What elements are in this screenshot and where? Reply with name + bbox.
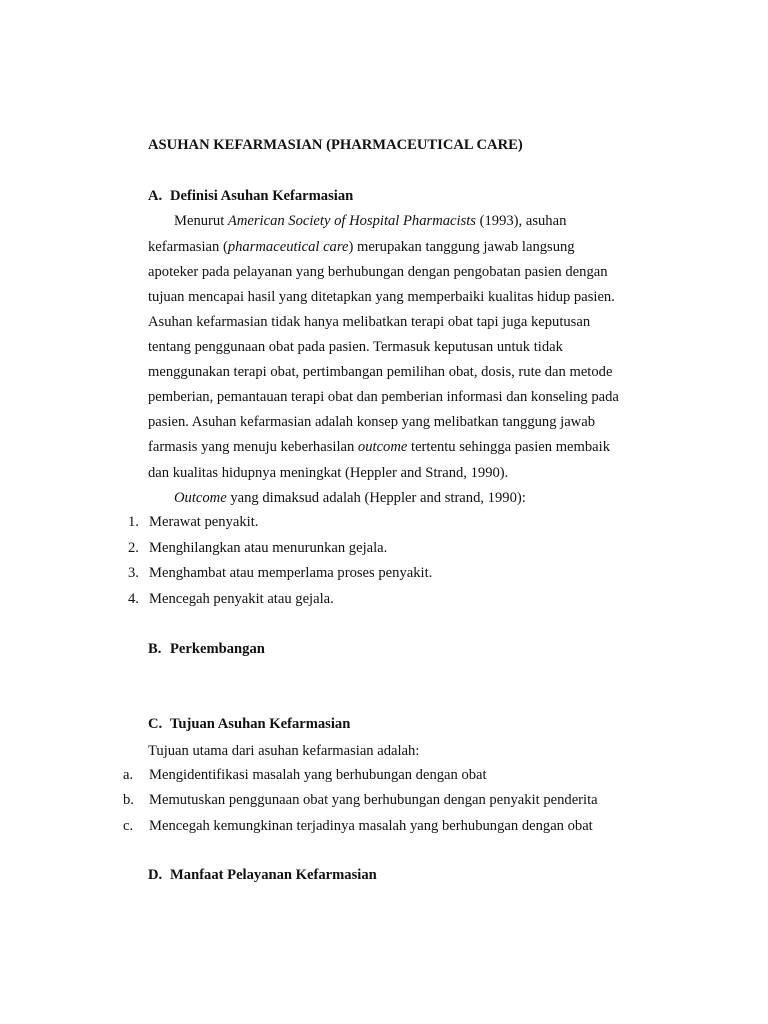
section-b-title: Perkembangan xyxy=(170,641,265,657)
page-title: ASUHAN KEFARMASIAN (PHARMACEUTICAL CARE) xyxy=(148,137,523,153)
text-run: ) merupakan tanggung jawab langsung xyxy=(348,239,575,255)
text-run: (1993), asuhan xyxy=(475,213,567,229)
list-number: 2. xyxy=(128,540,139,556)
list-text: Menghilangkan atau menurunkan gejala. xyxy=(149,540,388,556)
section-a-heading xyxy=(148,188,353,205)
paragraph-line: tentang penggunaan obat pada pasien. Termasuk keputusan untuk tidak xyxy=(148,339,563,355)
section-d-heading xyxy=(148,867,377,884)
section-b-letter: B. xyxy=(148,641,162,657)
section-d-title: Manfaat Pelayanan Kefarmasian xyxy=(170,867,377,883)
list-number: 1. xyxy=(128,514,139,530)
paragraph-line xyxy=(174,488,526,508)
text-run: farmasis yang menuju keberhasilan xyxy=(148,439,358,455)
paragraph-line: tujuan mencapai hasil yang ditetapkan yang memperbaiki kualitas hidup pasien. xyxy=(148,289,615,305)
list-text: Memutuskan penggunaan obat yang berhubungan dengan penyakit penderita xyxy=(149,792,598,808)
list-marker: a. xyxy=(123,767,134,783)
list-number: 3. xyxy=(128,565,139,581)
list-text: Mencegah kemungkinan terjadinya masalah yang berhubungan dengan obat xyxy=(149,818,593,834)
section-d-letter: D. xyxy=(148,867,163,883)
list-marker: c. xyxy=(123,818,134,834)
text-run: tertentu sehingga pasien membaik xyxy=(407,439,611,455)
text-run: kefarmasian ( xyxy=(148,239,228,255)
section-b-heading xyxy=(148,641,265,658)
italic-run: Outcome xyxy=(174,490,227,506)
section-c-title: Tujuan Asuhan Kefarmasian xyxy=(170,716,351,732)
paragraph-line: Asuhan kefarmasian tidak hanya melibatkan terapi obat tapi juga keputusan xyxy=(148,314,591,330)
paragraph-line: menggunakan terapi obat, pertimbangan pemilihan obat, dosis, rute dan metode xyxy=(148,364,613,380)
paragraph-line: apoteker pada pelayanan yang berhubungan dengan pengobatan pasien dengan xyxy=(148,264,608,280)
paragraph-line: dan kualitas hidupnya meningkat (Heppler and Strand, 1990). xyxy=(148,465,509,481)
italic-run: American Society of Hospital Pharmacists xyxy=(227,213,476,229)
paragraph-line: pasien. Asuhan kefarmasian adalah konsep yang melibatkan tanggung jawab xyxy=(148,414,595,430)
section-c-heading xyxy=(148,716,350,733)
text-run: Menurut xyxy=(174,213,228,229)
text-run: yang dimaksud adalah (Heppler and strand, 1990): xyxy=(226,490,526,506)
section-c-letter: C. xyxy=(148,716,163,732)
paragraph-line xyxy=(148,437,610,457)
paragraph-line: Tujuan utama dari asuhan kefarmasian adalah: xyxy=(148,743,420,759)
list-text: Merawat penyakit. xyxy=(149,514,259,530)
paragraph-line: pemberian, pemantauan terapi obat dan pemberian informasi dan konseling pada xyxy=(148,389,619,405)
italic-run: pharmaceutical care xyxy=(227,239,349,255)
list-marker: b. xyxy=(123,792,134,808)
list-text: Menghambat atau memperlama proses penyakit. xyxy=(149,565,433,581)
section-a-title: Definisi Asuhan Kefarmasian xyxy=(170,188,354,204)
list-number: 4. xyxy=(128,591,139,607)
italic-run: outcome xyxy=(357,439,408,455)
paragraph-line xyxy=(174,211,566,231)
list-text: Mengidentifikasi masalah yang berhubungan dengan obat xyxy=(149,767,487,783)
section-a-letter: A. xyxy=(148,188,163,204)
paragraph-line xyxy=(148,237,575,257)
list-text: Mencegah penyakit atau gejala. xyxy=(149,591,334,607)
